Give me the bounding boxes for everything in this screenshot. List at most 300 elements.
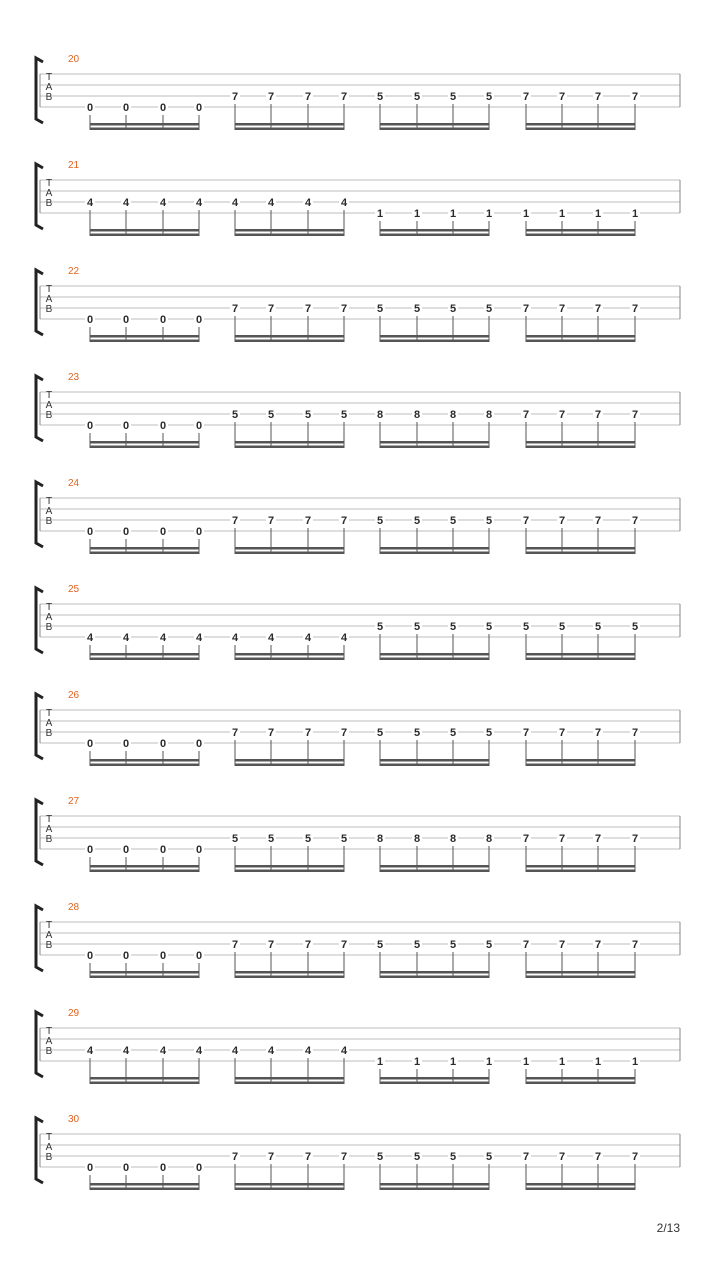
fret-number: 0	[159, 314, 167, 326]
fret-number: 4	[122, 632, 130, 644]
fret-number: 4	[304, 1045, 312, 1057]
fret-number: 7	[594, 939, 602, 951]
measure-number: 30	[68, 1114, 80, 1125]
fret-number: 1	[558, 208, 566, 220]
fret-number: 7	[340, 727, 348, 739]
fret-number: 7	[558, 409, 566, 421]
fret-number: 4	[122, 197, 130, 209]
fret-number: 5	[376, 727, 384, 739]
fret-number: 4	[195, 197, 203, 209]
fret-number: 1	[631, 208, 639, 220]
tab-system	[36, 690, 680, 766]
fret-number: 7	[522, 939, 530, 951]
tab-clef-letter: B	[45, 304, 53, 315]
fret-number: 7	[594, 91, 602, 103]
fret-number: 5	[376, 939, 384, 951]
fret-number: 7	[340, 303, 348, 315]
tab-clef-letter: T	[45, 496, 53, 507]
fret-number: 7	[304, 1151, 312, 1163]
fret-number: 5	[449, 91, 457, 103]
fret-number: 0	[195, 314, 203, 326]
fret-number: 7	[340, 91, 348, 103]
fret-number: 7	[558, 91, 566, 103]
fret-number: 0	[159, 102, 167, 114]
fret-number: 1	[631, 1056, 639, 1068]
fret-number: 5	[449, 727, 457, 739]
fret-number: 8	[449, 409, 457, 421]
beam	[526, 1082, 635, 1085]
fret-number: 5	[413, 621, 421, 633]
fret-number: 0	[86, 1162, 94, 1174]
measure-number: 28	[68, 902, 80, 913]
beam	[235, 340, 344, 343]
beam	[90, 1183, 199, 1186]
fret-number: 0	[159, 1162, 167, 1174]
fret-number: 4	[195, 632, 203, 644]
tab-clef-letter: A	[45, 188, 53, 199]
tab-clef-letter: A	[45, 930, 53, 941]
fret-number: 8	[413, 833, 421, 845]
fret-number: 5	[413, 303, 421, 315]
fret-number: 0	[122, 1162, 130, 1174]
beam	[380, 764, 489, 767]
fret-number: 5	[485, 1151, 493, 1163]
beam	[235, 971, 344, 974]
fret-number: 4	[267, 632, 275, 644]
fret-number: 7	[267, 515, 275, 527]
beam	[380, 865, 489, 868]
fret-number: 0	[86, 314, 94, 326]
beam	[526, 759, 635, 762]
tab-clef-letter: T	[45, 1026, 53, 1037]
beam	[90, 446, 199, 449]
fret-number: 0	[195, 738, 203, 750]
beam	[380, 653, 489, 656]
fret-number: 7	[594, 833, 602, 845]
beam	[90, 1077, 199, 1080]
fret-number: 7	[304, 303, 312, 315]
fret-number: 7	[594, 1151, 602, 1163]
fret-number: 0	[195, 420, 203, 432]
beam	[90, 128, 199, 131]
fret-number: 1	[413, 1056, 421, 1068]
tab-clef-letter: B	[45, 940, 53, 951]
beam	[90, 340, 199, 343]
tab-clef-letter: T	[45, 920, 53, 931]
beam	[90, 335, 199, 338]
fret-number: 7	[558, 1151, 566, 1163]
fret-number: 8	[449, 833, 457, 845]
fret-number: 4	[267, 197, 275, 209]
fret-number: 7	[631, 939, 639, 951]
fret-number: 5	[485, 621, 493, 633]
tab-clef-letter: B	[45, 198, 53, 209]
fret-number: 0	[195, 844, 203, 856]
fret-number: 5	[449, 621, 457, 633]
fret-number: 1	[522, 208, 530, 220]
fret-number: 7	[522, 833, 530, 845]
beam	[90, 234, 199, 237]
beam	[526, 865, 635, 868]
fret-number: 8	[376, 409, 384, 421]
fret-number: 0	[159, 526, 167, 538]
beam	[380, 971, 489, 974]
beam	[526, 441, 635, 444]
tab-clef-letter: T	[45, 814, 53, 825]
fret-number: 1	[522, 1056, 530, 1068]
tab-clef-letter: B	[45, 92, 53, 103]
fret-number: 0	[122, 950, 130, 962]
beam	[235, 870, 344, 873]
beam	[90, 1188, 199, 1191]
fret-number: 7	[631, 1151, 639, 1163]
tab-clef-letter: A	[45, 612, 53, 623]
beam	[235, 446, 344, 449]
fret-number: 5	[304, 409, 312, 421]
fret-number: 4	[304, 197, 312, 209]
beam	[526, 653, 635, 656]
fret-number: 7	[304, 515, 312, 527]
beam	[526, 1183, 635, 1186]
beam	[380, 234, 489, 237]
tab-system	[36, 796, 680, 872]
beam	[380, 335, 489, 338]
fret-number: 1	[558, 1056, 566, 1068]
fret-number: 5	[413, 1151, 421, 1163]
beam	[380, 1077, 489, 1080]
tab-system	[36, 902, 680, 978]
fret-number: 7	[522, 91, 530, 103]
fret-number: 7	[304, 91, 312, 103]
fret-number: 0	[122, 314, 130, 326]
fret-number: 7	[267, 939, 275, 951]
fret-number: 5	[413, 939, 421, 951]
beam	[90, 229, 199, 232]
beam	[235, 229, 344, 232]
tab-clef-letter: T	[45, 602, 53, 613]
beam	[526, 552, 635, 555]
fret-number: 7	[631, 303, 639, 315]
fret-number: 0	[86, 738, 94, 750]
fret-number: 7	[267, 303, 275, 315]
fret-number: 1	[485, 208, 493, 220]
beam	[380, 340, 489, 343]
fret-number: 1	[376, 1056, 384, 1068]
fret-number: 7	[631, 833, 639, 845]
fret-number: 4	[340, 197, 348, 209]
measure-number: 22	[68, 266, 80, 277]
fret-number: 1	[594, 208, 602, 220]
tab-clef-letter: A	[45, 82, 53, 93]
beam	[526, 976, 635, 979]
beam	[90, 441, 199, 444]
fret-number: 7	[231, 939, 239, 951]
fret-number: 0	[122, 526, 130, 538]
measure-number: 26	[68, 690, 80, 701]
fret-number: 8	[485, 833, 493, 845]
fret-number: 0	[122, 844, 130, 856]
fret-number: 4	[86, 632, 94, 644]
beam	[90, 870, 199, 873]
tab-clef-letter: A	[45, 824, 53, 835]
beam	[90, 123, 199, 126]
fret-number: 5	[231, 409, 239, 421]
fret-number: 0	[159, 738, 167, 750]
fret-number: 5	[413, 91, 421, 103]
measure-number: 27	[68, 796, 80, 807]
fret-number: 5	[449, 1151, 457, 1163]
fret-number: 1	[449, 1056, 457, 1068]
fret-number: 5	[449, 515, 457, 527]
beam	[380, 446, 489, 449]
beam	[526, 123, 635, 126]
fret-number: 5	[594, 621, 602, 633]
measure-number: 20	[68, 54, 80, 65]
tab-clef-letter: A	[45, 400, 53, 411]
beam	[235, 335, 344, 338]
beam	[235, 441, 344, 444]
beam	[235, 653, 344, 656]
beam	[235, 1183, 344, 1186]
tab-clef-letter: A	[45, 1142, 53, 1153]
fret-number: 5	[449, 303, 457, 315]
tab-clef-letter: B	[45, 1046, 53, 1057]
fret-number: 5	[413, 515, 421, 527]
fret-number: 5	[485, 303, 493, 315]
beam	[380, 1183, 489, 1186]
fret-number: 7	[304, 727, 312, 739]
fret-number: 4	[122, 1045, 130, 1057]
tab-system	[36, 54, 680, 130]
beam	[90, 552, 199, 555]
fret-number: 5	[376, 91, 384, 103]
tab-system	[36, 1008, 680, 1084]
fret-number: 7	[558, 939, 566, 951]
beam	[380, 441, 489, 444]
beam	[526, 658, 635, 661]
fret-number: 5	[376, 515, 384, 527]
fret-number: 7	[231, 91, 239, 103]
tab-clef-letter: A	[45, 1036, 53, 1047]
fret-number: 7	[594, 515, 602, 527]
beam	[235, 976, 344, 979]
fret-number: 0	[159, 950, 167, 962]
tab-system	[36, 478, 680, 554]
beam	[526, 1077, 635, 1080]
fret-number: 4	[304, 632, 312, 644]
fret-number: 5	[522, 621, 530, 633]
fret-number: 7	[631, 409, 639, 421]
fret-number: 5	[340, 409, 348, 421]
fret-number: 5	[449, 939, 457, 951]
measure-number: 25	[68, 584, 80, 595]
fret-number: 7	[631, 91, 639, 103]
fret-number: 8	[413, 409, 421, 421]
fret-number: 5	[376, 621, 384, 633]
beam	[380, 128, 489, 131]
fret-number: 5	[485, 515, 493, 527]
fret-number: 5	[267, 833, 275, 845]
fret-number: 0	[122, 102, 130, 114]
fret-number: 5	[231, 833, 239, 845]
fret-number: 0	[86, 102, 94, 114]
fret-number: 5	[340, 833, 348, 845]
fret-number: 4	[340, 632, 348, 644]
beam	[526, 870, 635, 873]
fret-number: 0	[159, 420, 167, 432]
fret-number: 0	[122, 738, 130, 750]
beam	[235, 552, 344, 555]
fret-number: 4	[159, 1045, 167, 1057]
fret-number: 7	[522, 409, 530, 421]
fret-number: 7	[231, 515, 239, 527]
fret-number: 5	[485, 91, 493, 103]
fret-number: 8	[485, 409, 493, 421]
fret-number: 4	[86, 1045, 94, 1057]
fret-number: 0	[195, 102, 203, 114]
fret-number: 1	[594, 1056, 602, 1068]
fret-number: 0	[195, 1162, 203, 1174]
tab-clef-letter: T	[45, 1132, 53, 1143]
beam	[526, 128, 635, 131]
beam	[90, 865, 199, 868]
tab-clef-letter: B	[45, 410, 53, 421]
beam	[235, 1188, 344, 1191]
tab-clef-letter: T	[45, 390, 53, 401]
fret-number: 4	[159, 197, 167, 209]
beam	[235, 764, 344, 767]
fret-number: 7	[522, 1151, 530, 1163]
fret-number: 7	[340, 939, 348, 951]
fret-number: 7	[594, 303, 602, 315]
beam	[90, 976, 199, 979]
fret-number: 4	[231, 632, 239, 644]
beam	[526, 547, 635, 550]
measure-number: 24	[68, 478, 80, 489]
fret-number: 5	[376, 1151, 384, 1163]
fret-number: 5	[631, 621, 639, 633]
measure-number: 21	[68, 160, 80, 171]
beam	[526, 340, 635, 343]
fret-number: 0	[86, 420, 94, 432]
fret-number: 5	[376, 303, 384, 315]
beam	[235, 547, 344, 550]
tab-clef-letter: B	[45, 834, 53, 845]
fret-number: 7	[594, 727, 602, 739]
beam	[526, 335, 635, 338]
tab-clef-letter: T	[45, 178, 53, 189]
fret-number: 5	[485, 939, 493, 951]
tab-clef-letter: T	[45, 708, 53, 719]
tab-clef-letter: B	[45, 622, 53, 633]
beam	[380, 870, 489, 873]
tab-clef-letter: T	[45, 72, 53, 83]
tab-clef-letter: A	[45, 506, 53, 517]
beam	[90, 658, 199, 661]
tab-clef-letter: B	[45, 1152, 53, 1163]
beam	[380, 123, 489, 126]
fret-number: 0	[86, 526, 94, 538]
fret-number: 7	[631, 515, 639, 527]
beam	[526, 1188, 635, 1191]
tab-system	[36, 1114, 680, 1190]
fret-number: 4	[267, 1045, 275, 1057]
tab-clef-letter: T	[45, 284, 53, 295]
tab-clef-letter: B	[45, 516, 53, 527]
fret-number: 7	[340, 515, 348, 527]
beam	[90, 759, 199, 762]
fret-number: 5	[485, 727, 493, 739]
beam	[526, 229, 635, 232]
beam	[90, 1082, 199, 1085]
fret-number: 8	[376, 833, 384, 845]
fret-number: 4	[195, 1045, 203, 1057]
fret-number: 7	[522, 515, 530, 527]
fret-number: 7	[231, 727, 239, 739]
tab-clef-letter: A	[45, 294, 53, 305]
fret-number: 1	[485, 1056, 493, 1068]
fret-number: 4	[159, 632, 167, 644]
beam	[235, 128, 344, 131]
fret-number: 1	[376, 208, 384, 220]
beam	[235, 1077, 344, 1080]
fret-number: 7	[267, 727, 275, 739]
fret-number: 7	[631, 727, 639, 739]
measure-number: 23	[68, 372, 80, 383]
fret-number: 7	[558, 515, 566, 527]
beam	[526, 446, 635, 449]
tab-system	[36, 584, 680, 660]
fret-number: 1	[449, 208, 457, 220]
beam	[90, 547, 199, 550]
fret-number: 7	[267, 1151, 275, 1163]
beam	[380, 1188, 489, 1191]
fret-number: 0	[195, 950, 203, 962]
fret-number: 0	[195, 526, 203, 538]
tab-system	[36, 372, 680, 448]
fret-number: 4	[231, 1045, 239, 1057]
fret-number: 7	[340, 1151, 348, 1163]
beam	[235, 658, 344, 661]
beam	[380, 229, 489, 232]
fret-number: 1	[413, 208, 421, 220]
beam	[526, 971, 635, 974]
beam	[526, 234, 635, 237]
beam	[90, 653, 199, 656]
fret-number: 7	[558, 727, 566, 739]
fret-number: 0	[86, 950, 94, 962]
fret-number: 7	[522, 303, 530, 315]
beam	[380, 658, 489, 661]
fret-number: 7	[522, 727, 530, 739]
beam	[90, 971, 199, 974]
beam	[235, 234, 344, 237]
fret-number: 5	[304, 833, 312, 845]
fret-number: 7	[594, 409, 602, 421]
tab-system	[36, 266, 680, 342]
beam	[380, 976, 489, 979]
beam	[380, 759, 489, 762]
measure-number: 29	[68, 1008, 80, 1019]
fret-number: 5	[267, 409, 275, 421]
fret-number: 5	[413, 727, 421, 739]
beam	[235, 759, 344, 762]
beam	[90, 764, 199, 767]
fret-number: 7	[267, 91, 275, 103]
beam	[380, 1082, 489, 1085]
fret-number: 0	[159, 844, 167, 856]
fret-number: 4	[340, 1045, 348, 1057]
